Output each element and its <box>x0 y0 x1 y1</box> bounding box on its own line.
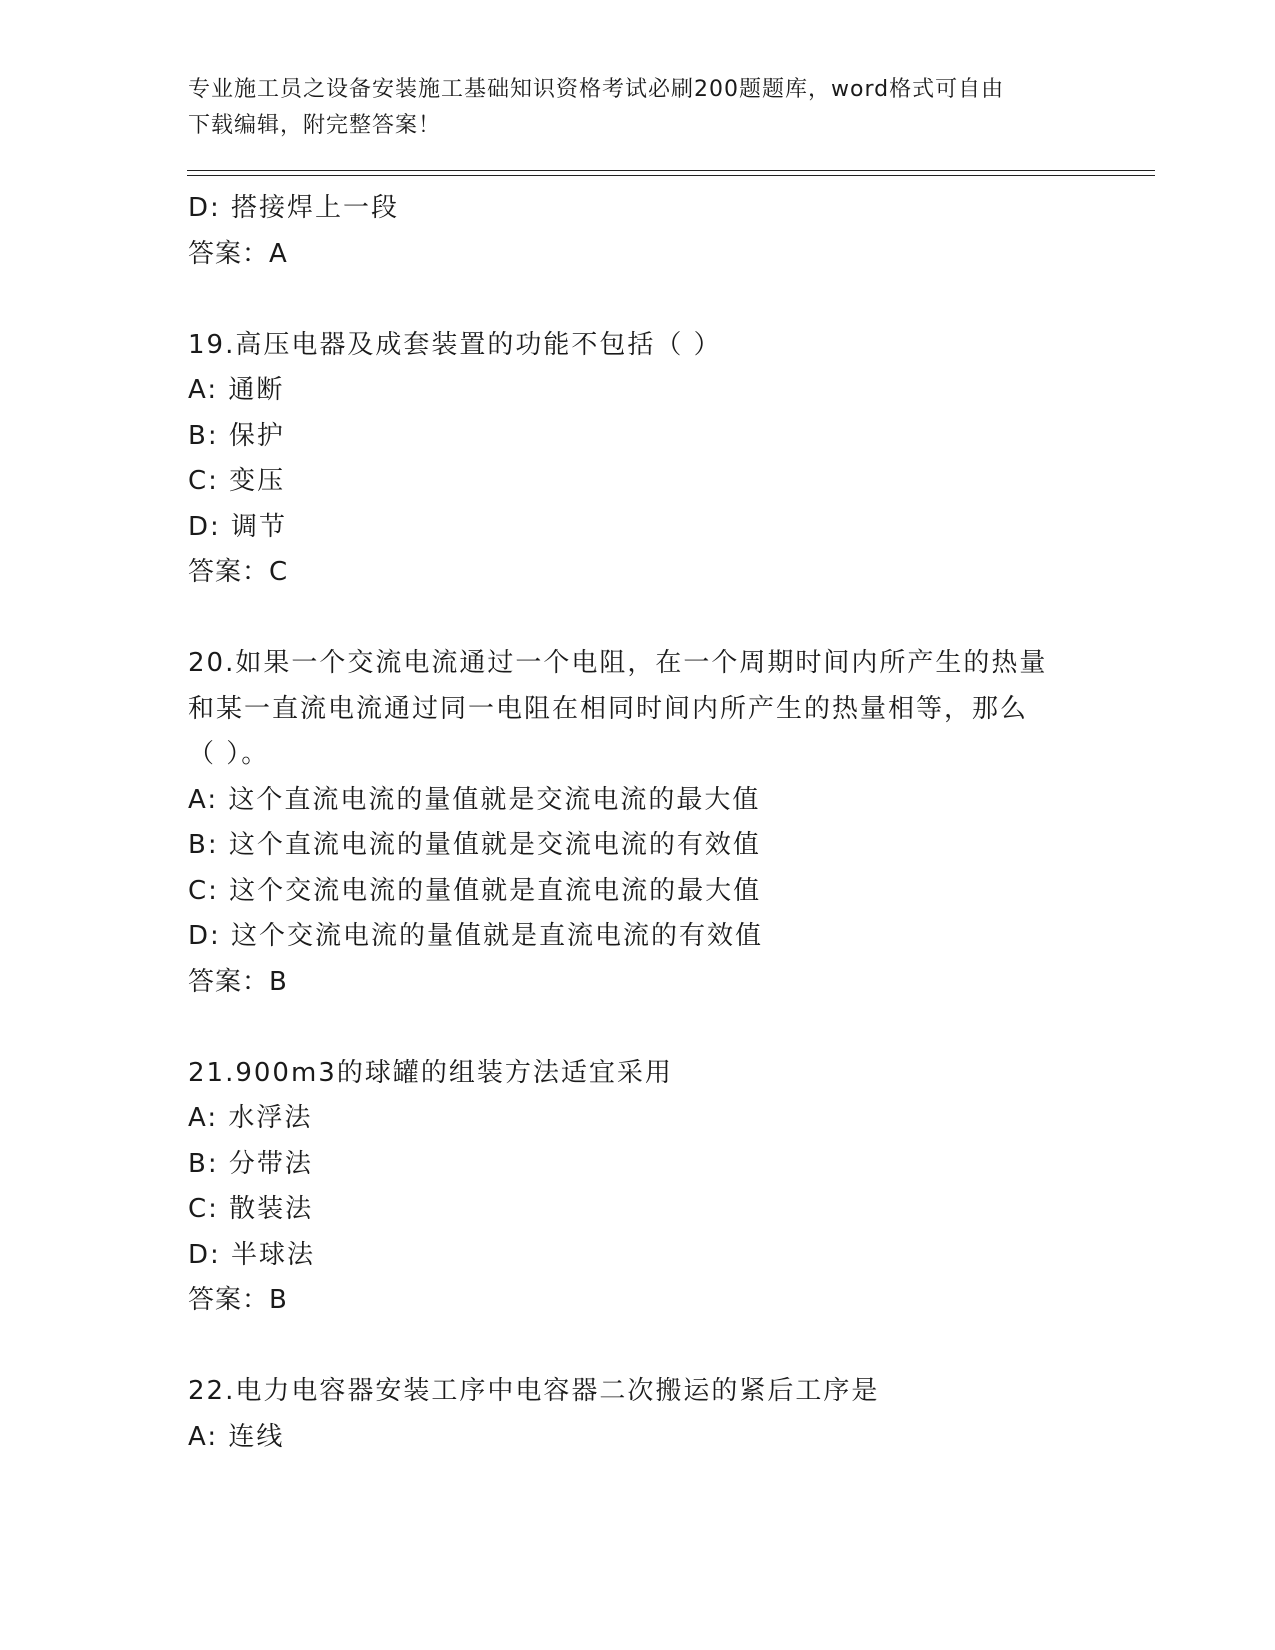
option-d: D: 调节 <box>188 511 288 542</box>
option-c: C: 散装法 <box>188 1194 314 1224</box>
question-stem-line-3: （ ）。 <box>188 739 270 769</box>
option-b: B: 这个直流电流的量值就是交流电流的有效值 <box>188 830 761 860</box>
option-a: A: 连线 <box>188 1421 285 1452</box>
question-stem: 19.高压电器及成套装置的功能不包括（ ） <box>188 329 722 360</box>
header-title-line-2: 下载编辑，附完整答案！ <box>188 113 442 138</box>
question-22 <box>188 1369 1088 1460</box>
question-stem-line-1: 20.如果一个交流电流通过一个电阻，在一个周期时间内所产生的热量 <box>188 648 1048 678</box>
option-a: A: 水浮法 <box>188 1103 313 1133</box>
spacer <box>188 277 1088 323</box>
option-d: D: 这个交流电流的量值就是直流电流的有效值 <box>188 921 764 951</box>
carryover-block <box>188 186 1088 277</box>
question-21 <box>188 1051 1088 1324</box>
document-header <box>188 72 1088 144</box>
question-stem: 21.900m3的球罐的组装方法适宜采用 <box>188 1057 673 1088</box>
spacer <box>188 1324 1088 1370</box>
spacer <box>188 1005 1088 1051</box>
answer-line: 答案：A <box>188 238 288 269</box>
answer-line: 答案：B <box>188 1285 288 1315</box>
option-c: C: 变压 <box>188 466 286 496</box>
header-divider-bottom <box>187 175 1155 176</box>
header-divider-top <box>187 170 1155 171</box>
option-b: B: 分带法 <box>188 1148 313 1179</box>
question-19 <box>188 323 1088 596</box>
answer-line: 答案：C <box>188 557 289 587</box>
option-c: C: 这个交流电流的量值就是直流电流的最大值 <box>188 875 762 906</box>
question-stem-line-2: 和某一直流电流通过同一电阻在相同时间内所产生的热量相等，那么 <box>188 693 1029 724</box>
question-20 <box>188 641 1088 1005</box>
option-a: A: 这个直流电流的量值就是交流电流的最大值 <box>188 784 761 815</box>
header-title-line-1: 专业施工员之设备安装施工基础知识资格考试必刷200题题库，word格式可自由 <box>188 77 1005 102</box>
spacer <box>188 596 1088 642</box>
option-d: D: 半球法 <box>188 1239 316 1270</box>
question-stem: 22.电力电容器安装工序中电容器二次搬运的紧后工序是 <box>188 1376 880 1406</box>
option-a: A: 通断 <box>188 375 285 405</box>
question-content <box>188 186 1088 1460</box>
option-b: B: 保护 <box>188 420 285 451</box>
answer-line: 答案：B <box>188 966 288 997</box>
option-d: D: 搭接焊上一段 <box>188 193 400 223</box>
